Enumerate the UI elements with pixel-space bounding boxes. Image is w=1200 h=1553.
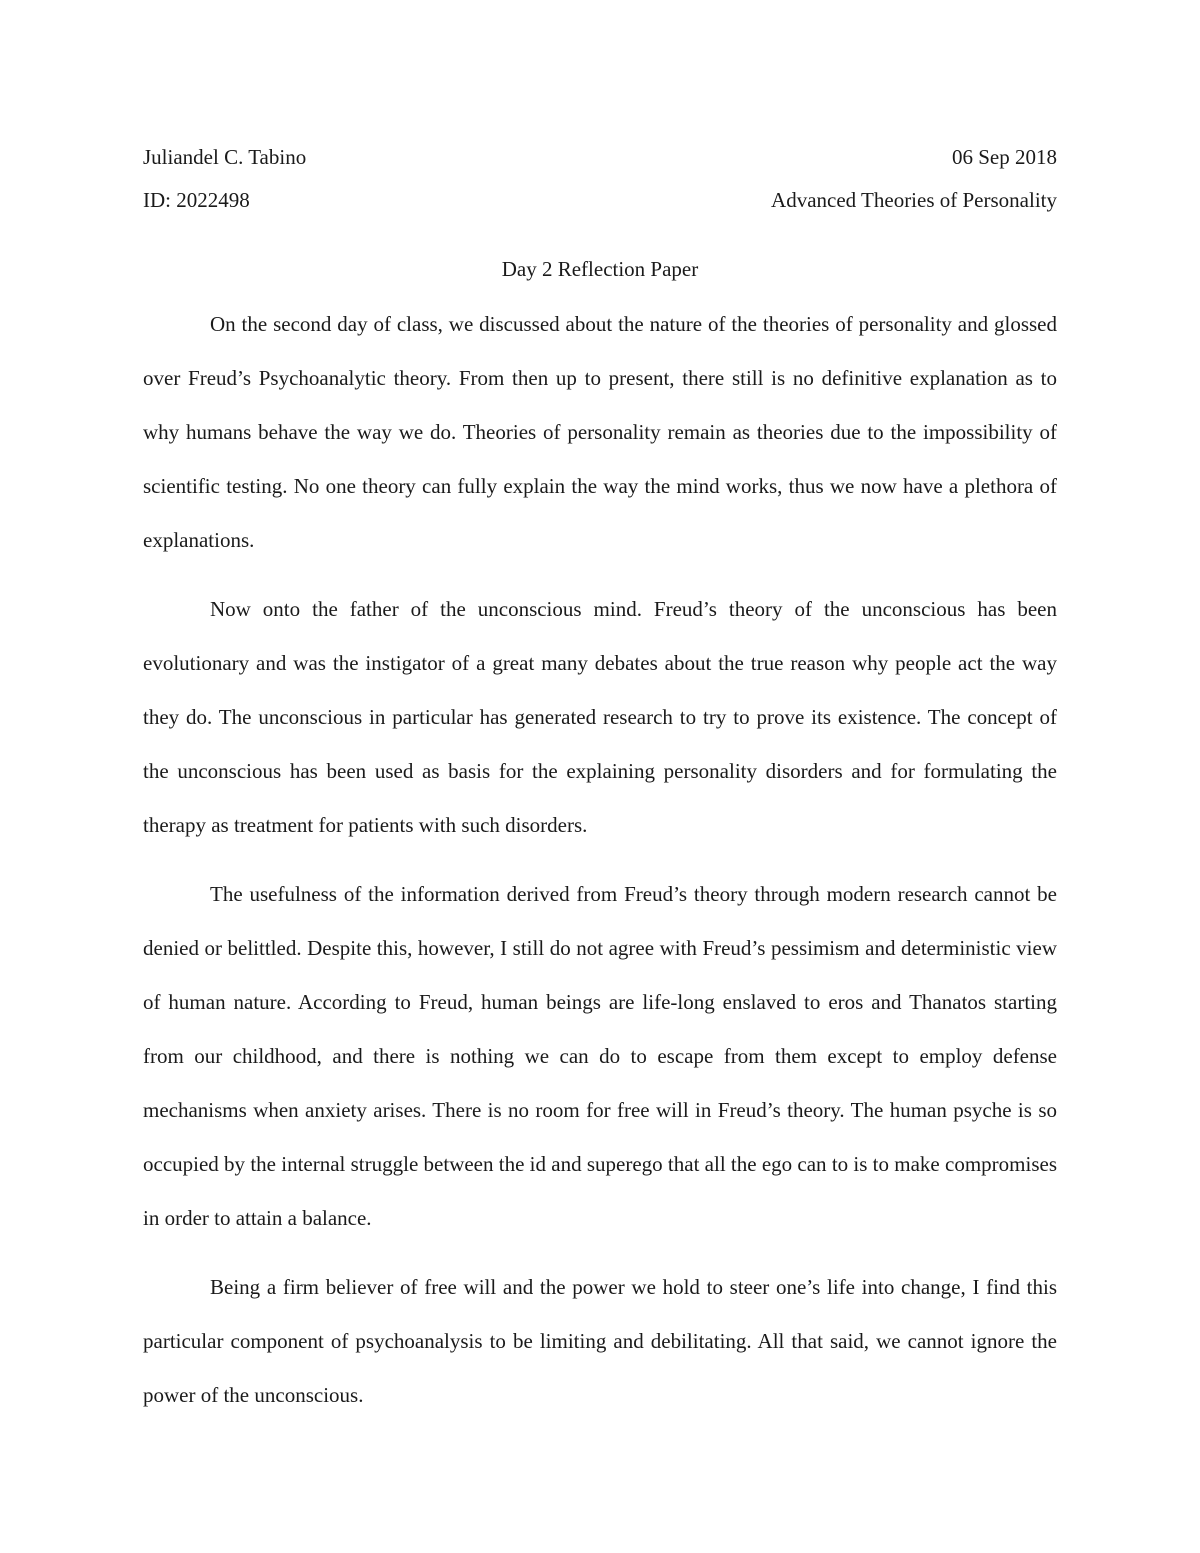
student-id: ID: 2022498	[143, 188, 250, 212]
header-row-id-course	[143, 187, 1057, 213]
paper-date: 06 Sep 2018	[952, 145, 1057, 169]
paragraph: Being a firm believer of free will and the power we hold to steer one’s life into change, I find this particular component of psychoanalysis to be limiting and debilitating. All that said, we cannot ignore the power of the unconscious.	[143, 1275, 1057, 1407]
header-row-author-date	[143, 144, 1057, 170]
paragraph: On the second day of class, we discussed about the nature of the theories of personality and glossed over Freud’s Psychoanalytic theory. From then up to present, there still is no definitive explanation as to why humans behave the way we do. Theories of personality remain as theories due to the impossibility of scientific testing. No one theory can fully explain the way the mind works, thus we now have a plethora of explanations.	[143, 312, 1057, 552]
paper-title: Day 2 Reflection Paper	[501, 257, 699, 281]
paragraph: The usefulness of the information derived from Freud’s theory through modern research cannot be denied or belittled. Despite this, however, I still do not agree with Freud’s pessimism and deterministic view of human nature. According to Freud, human beings are life-long enslaved to eros and Thanatos starting from our childhood, and there is nothing we can do to escape from them except to employ defense mechanisms when anxiety arises. There is no room for free will in Freud’s theory. The human psyche is so occupied by the internal struggle between the id and superego that all the ego can to is to make compromises in order to attain a balance.	[143, 882, 1057, 1230]
author-name: Juliandel C. Tabino	[143, 145, 307, 169]
course-name: Advanced Theories of Personality	[771, 188, 1057, 212]
paper-body	[143, 297, 1057, 1437]
paragraph: Now onto the father of the unconscious mind. Freud’s theory of the unconscious has been evolutionary and was the instigator of a great many debates about the true reason why people act the way they do. The unconscious in particular has generated research to try to prove its existence. The concept of the unconscious has been used as basis for the explaining personality disorders and for formulating the therapy as treatment for patients with such disorders.	[143, 597, 1057, 837]
